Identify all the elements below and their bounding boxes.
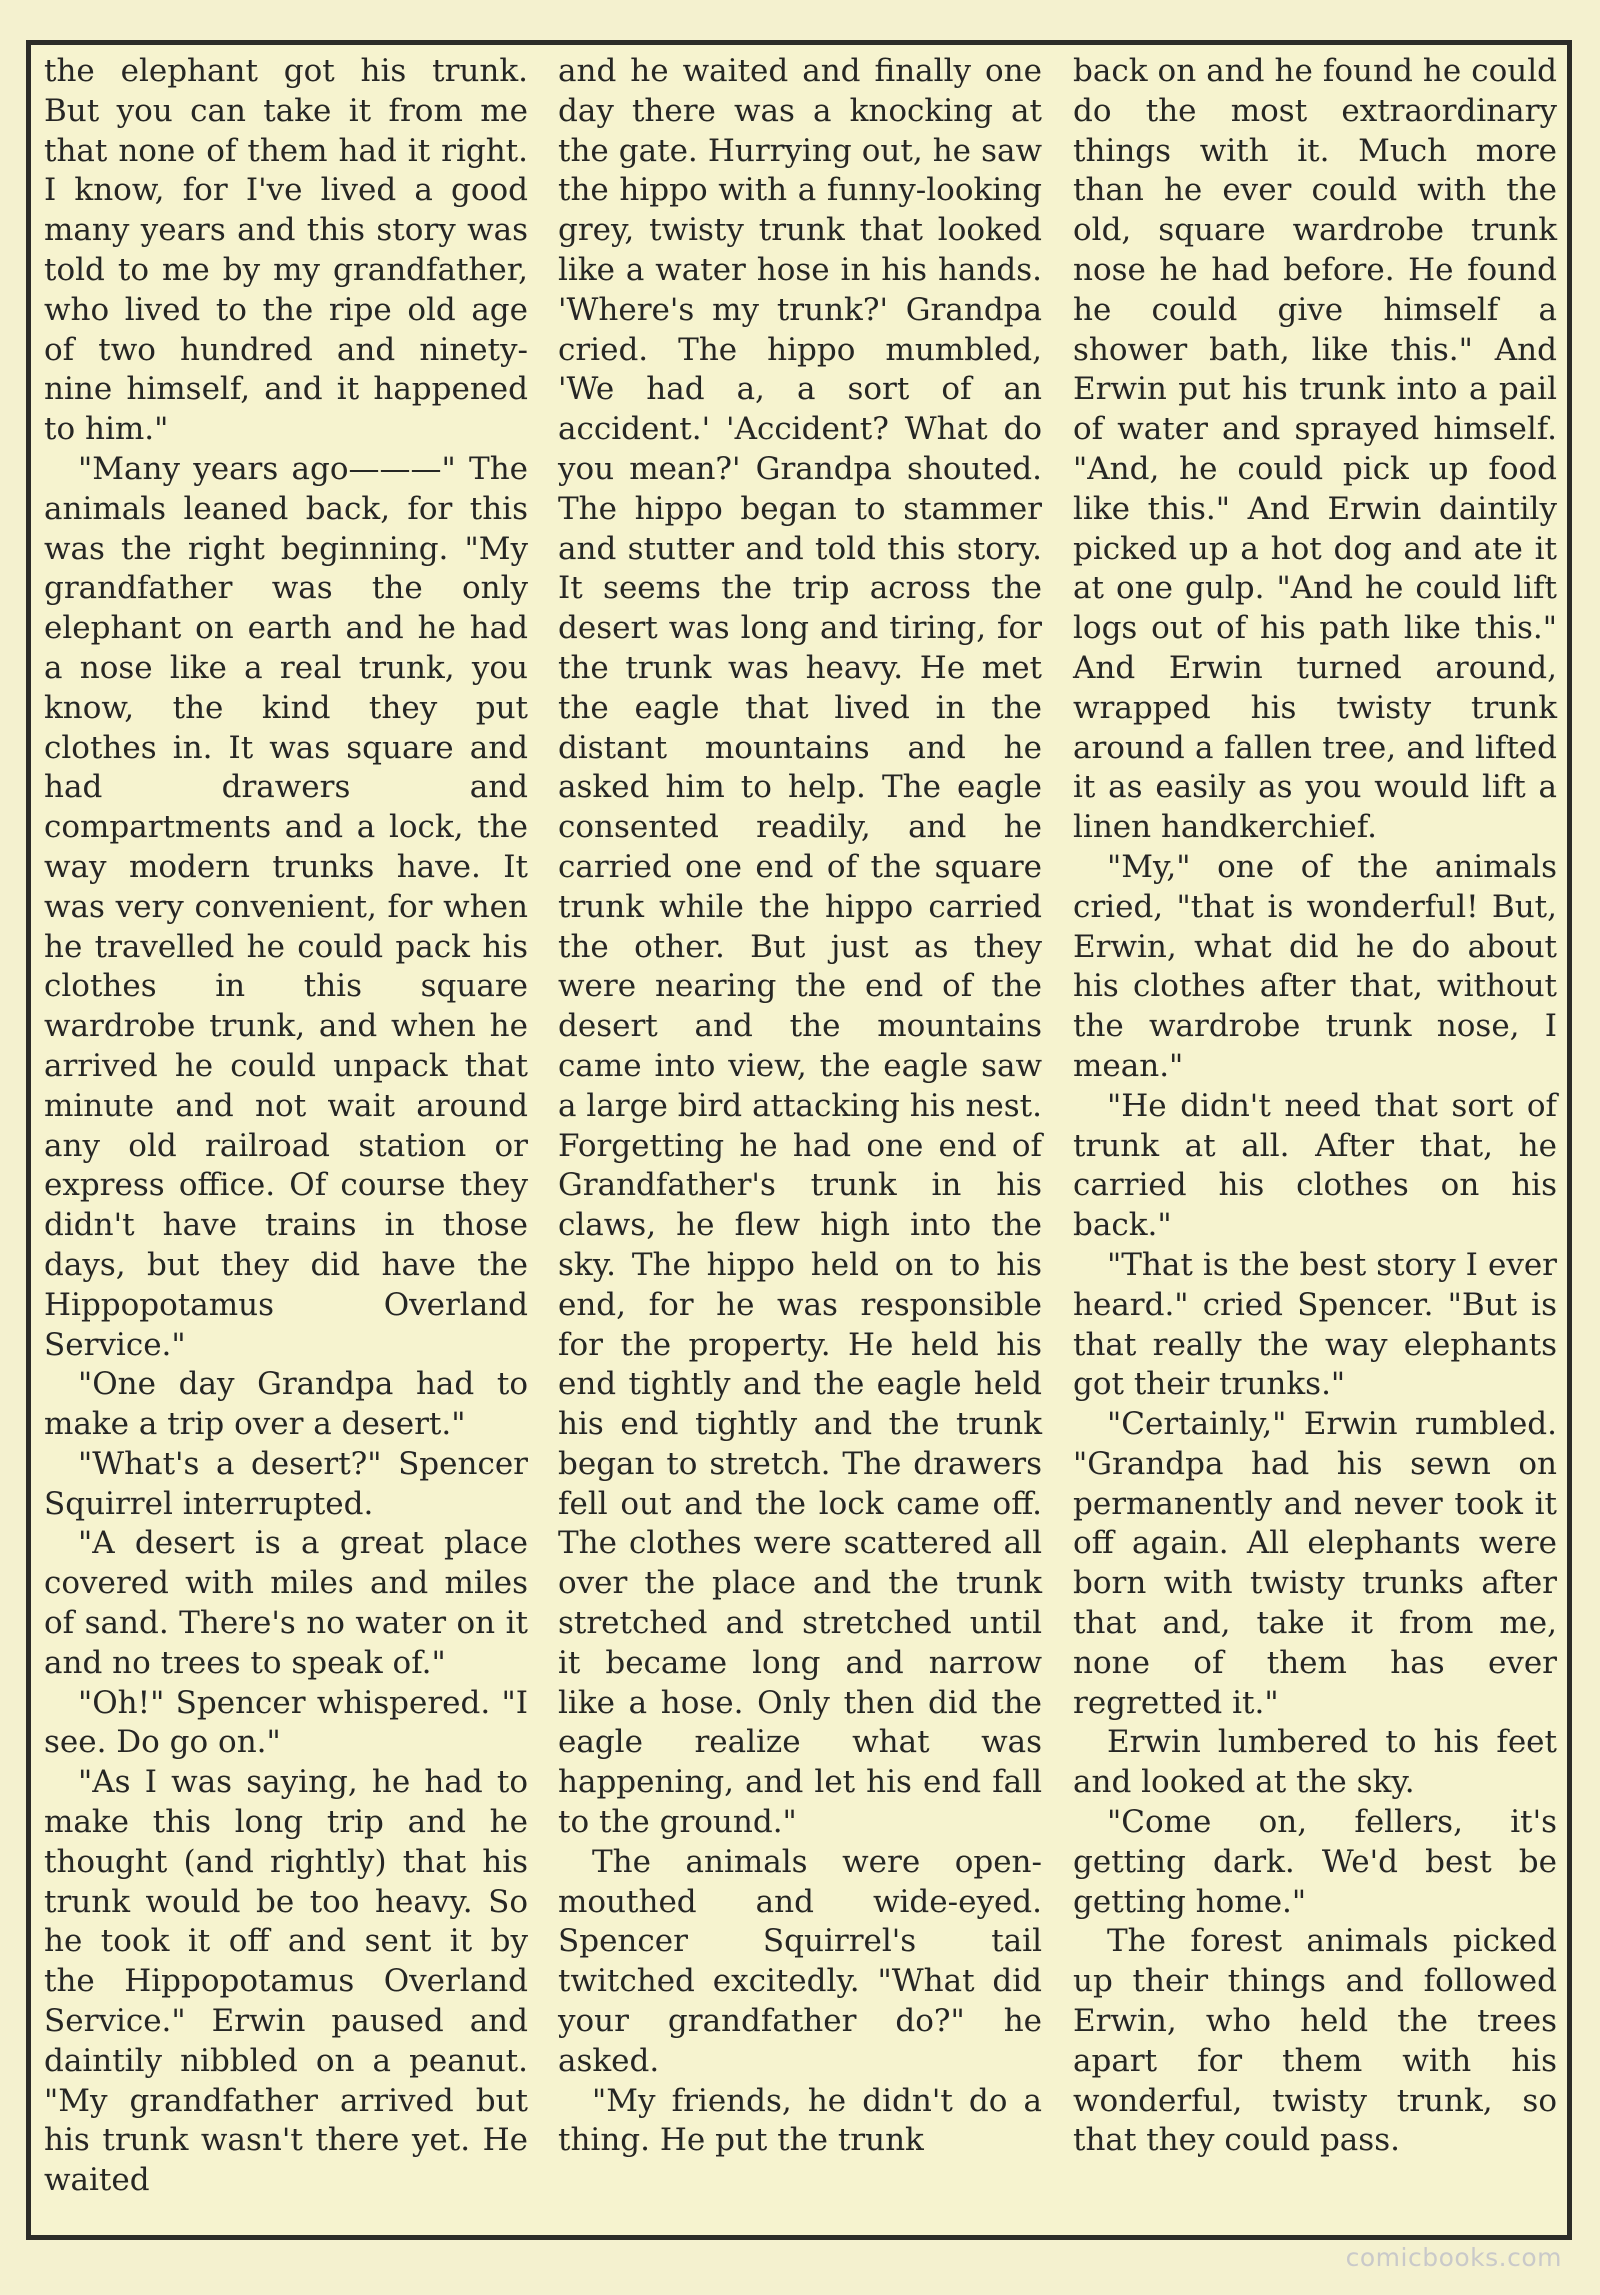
paragraph: Erwin lumbered to his feet and looked at the sky. — [1073, 1724, 1557, 1801]
text-column-2 — [558, 52, 1042, 2237]
watermark: comicbooks.com — [1345, 2243, 1562, 2272]
paragraph: "My friends, he didn't do a thing. He put the trunk — [558, 2082, 1042, 2159]
paragraph: "Oh!" Spencer whispered. "I see. Do go on." — [44, 1684, 528, 1761]
paragraph: "My," one of the animals cried, "that is wonderful! But, Erwin, what did he do about his clothes after that, without the wardrobe trunk nose, I mean." — [1073, 848, 1557, 1084]
paragraph: "As I was saying, he had to make this long trip and he thought (and rightly) that his trunk would be too heavy. So he took it off and sent it by the Hippopotamus Overland Service." Erwin paused and daintily nibbled on a peanut. "My grandfather arrived but his trunk wasn't there yet. He waited — [44, 1764, 528, 2199]
paragraph: The forest animals picked up their things and followed Erwin, who held the trees apart for them with his wonderful, twisty trunk, so that they could pass. — [1073, 1923, 1557, 2159]
paragraph: the elephant got his trunk. But you can take it from me that none of them had it right. I know, for I've lived a good many years and this story was told to me by my grandfather, who lived to the ripe old age of two hundred and ninety-nine himself, and it happened to him." — [44, 53, 528, 448]
paragraph: "Come on, fellers, it's getting dark. We'd best be getting home." — [1073, 1804, 1557, 1920]
paragraph: "Certainly," Erwin rumbled. "Grandpa had his sewn on permanently and never took it off again. All elephants were born with twisty trunks after that and, take it from me, none of them has ever regretted it." — [1073, 1406, 1557, 1721]
paragraph: and he waited and finally one day there was a knocking at the gate. Hurrying out, he saw the hippo with a funny-looking grey, twisty trunk that looked like a water hose in his hands. 'Where's my trunk?' Grandpa cried. The hippo mumbled, 'We had a, a sort of an accident.' 'Accident? What do you mean?' Grandpa shouted. The hippo began to stammer and stutter and told this story. It seems the trip across the desert was long and tiring, for the trunk was heavy. He met the eagle that lived in the distant mountains and he asked him to help. The eagle consented readily, and he carried one end of the square trunk while the hippo carried the other. But just as they were nearing the end of the desert and the mountains came into view, the eagle saw a large bird attacking his nest. Forgetting he had one end of Grandfather's trunk in his claws, he flew high into the sky. The hippo held on to his end, for he was responsible for the property. He held his end tightly and the eagle held his end tightly and the trunk began to stretch. The drawers fell out and the lock came off. The clothes were scattered all over the place and the trunk stretched and stretched until it became long and narrow like a hose. Only then did the eagle realize what was happening, and let his end fall to the ground." — [558, 53, 1042, 1841]
paragraph: "What's a desert?" Spencer Squirrel interrupted. — [44, 1445, 528, 1522]
paragraph: "That is the best story I ever heard." cried Spencer. "But is that really the way elephants got their trunks." — [1073, 1246, 1557, 1403]
text-column-1 — [44, 52, 528, 2237]
text-column-3 — [1073, 52, 1557, 2237]
paragraph: "Many years ago———" The animals leaned back, for this was the right beginning. "My grandfather was the only elephant on earth and he had a nose like a real trunk, you know, the kind they put clothes in. It was square and had drawers and compartments and a lock, the way modern trunks have. It was very convenient, for when he travelled he could pack his clothes in this square wardrobe trunk, and when he arrived he could unpack that minute and not wait around any old railroad station or express office. Of course they didn't have trains in those days, but they did have the Hippopotamus Overland Service." — [44, 450, 528, 1363]
paragraph: "One day Grandpa had to make a trip over a desert." — [44, 1366, 528, 1443]
paragraph: "He didn't need that sort of trunk at all. After that, he carried his clothes on his back." — [1073, 1087, 1557, 1244]
paragraph: "A desert is a great place covered with miles and miles of sand. There's no water on it and no trees to speak of." — [44, 1525, 528, 1681]
paragraph: back on and he found he could do the most extraordinary things with it. Much more than he ever could with the old, square wardrobe trunk nose he had before. He found he could give himself a shower bath, like this." And Erwin put his trunk into a pail of water and sprayed himself. "And, he could pick up food like this." And Erwin daintily picked up a hot dog and ate it at one gulp. "And he could lift logs out of his path like this." And Erwin turned around, wrapped his twisty trunk around a fallen tree, and lifted it as easily as you would lift a linen handkerchief. — [1073, 53, 1557, 846]
paragraph: The animals were open-mouthed and wide-eyed. Spencer Squirrel's tail twitched excitedly. "What did your grandfather do?" he asked. — [558, 1843, 1042, 2079]
